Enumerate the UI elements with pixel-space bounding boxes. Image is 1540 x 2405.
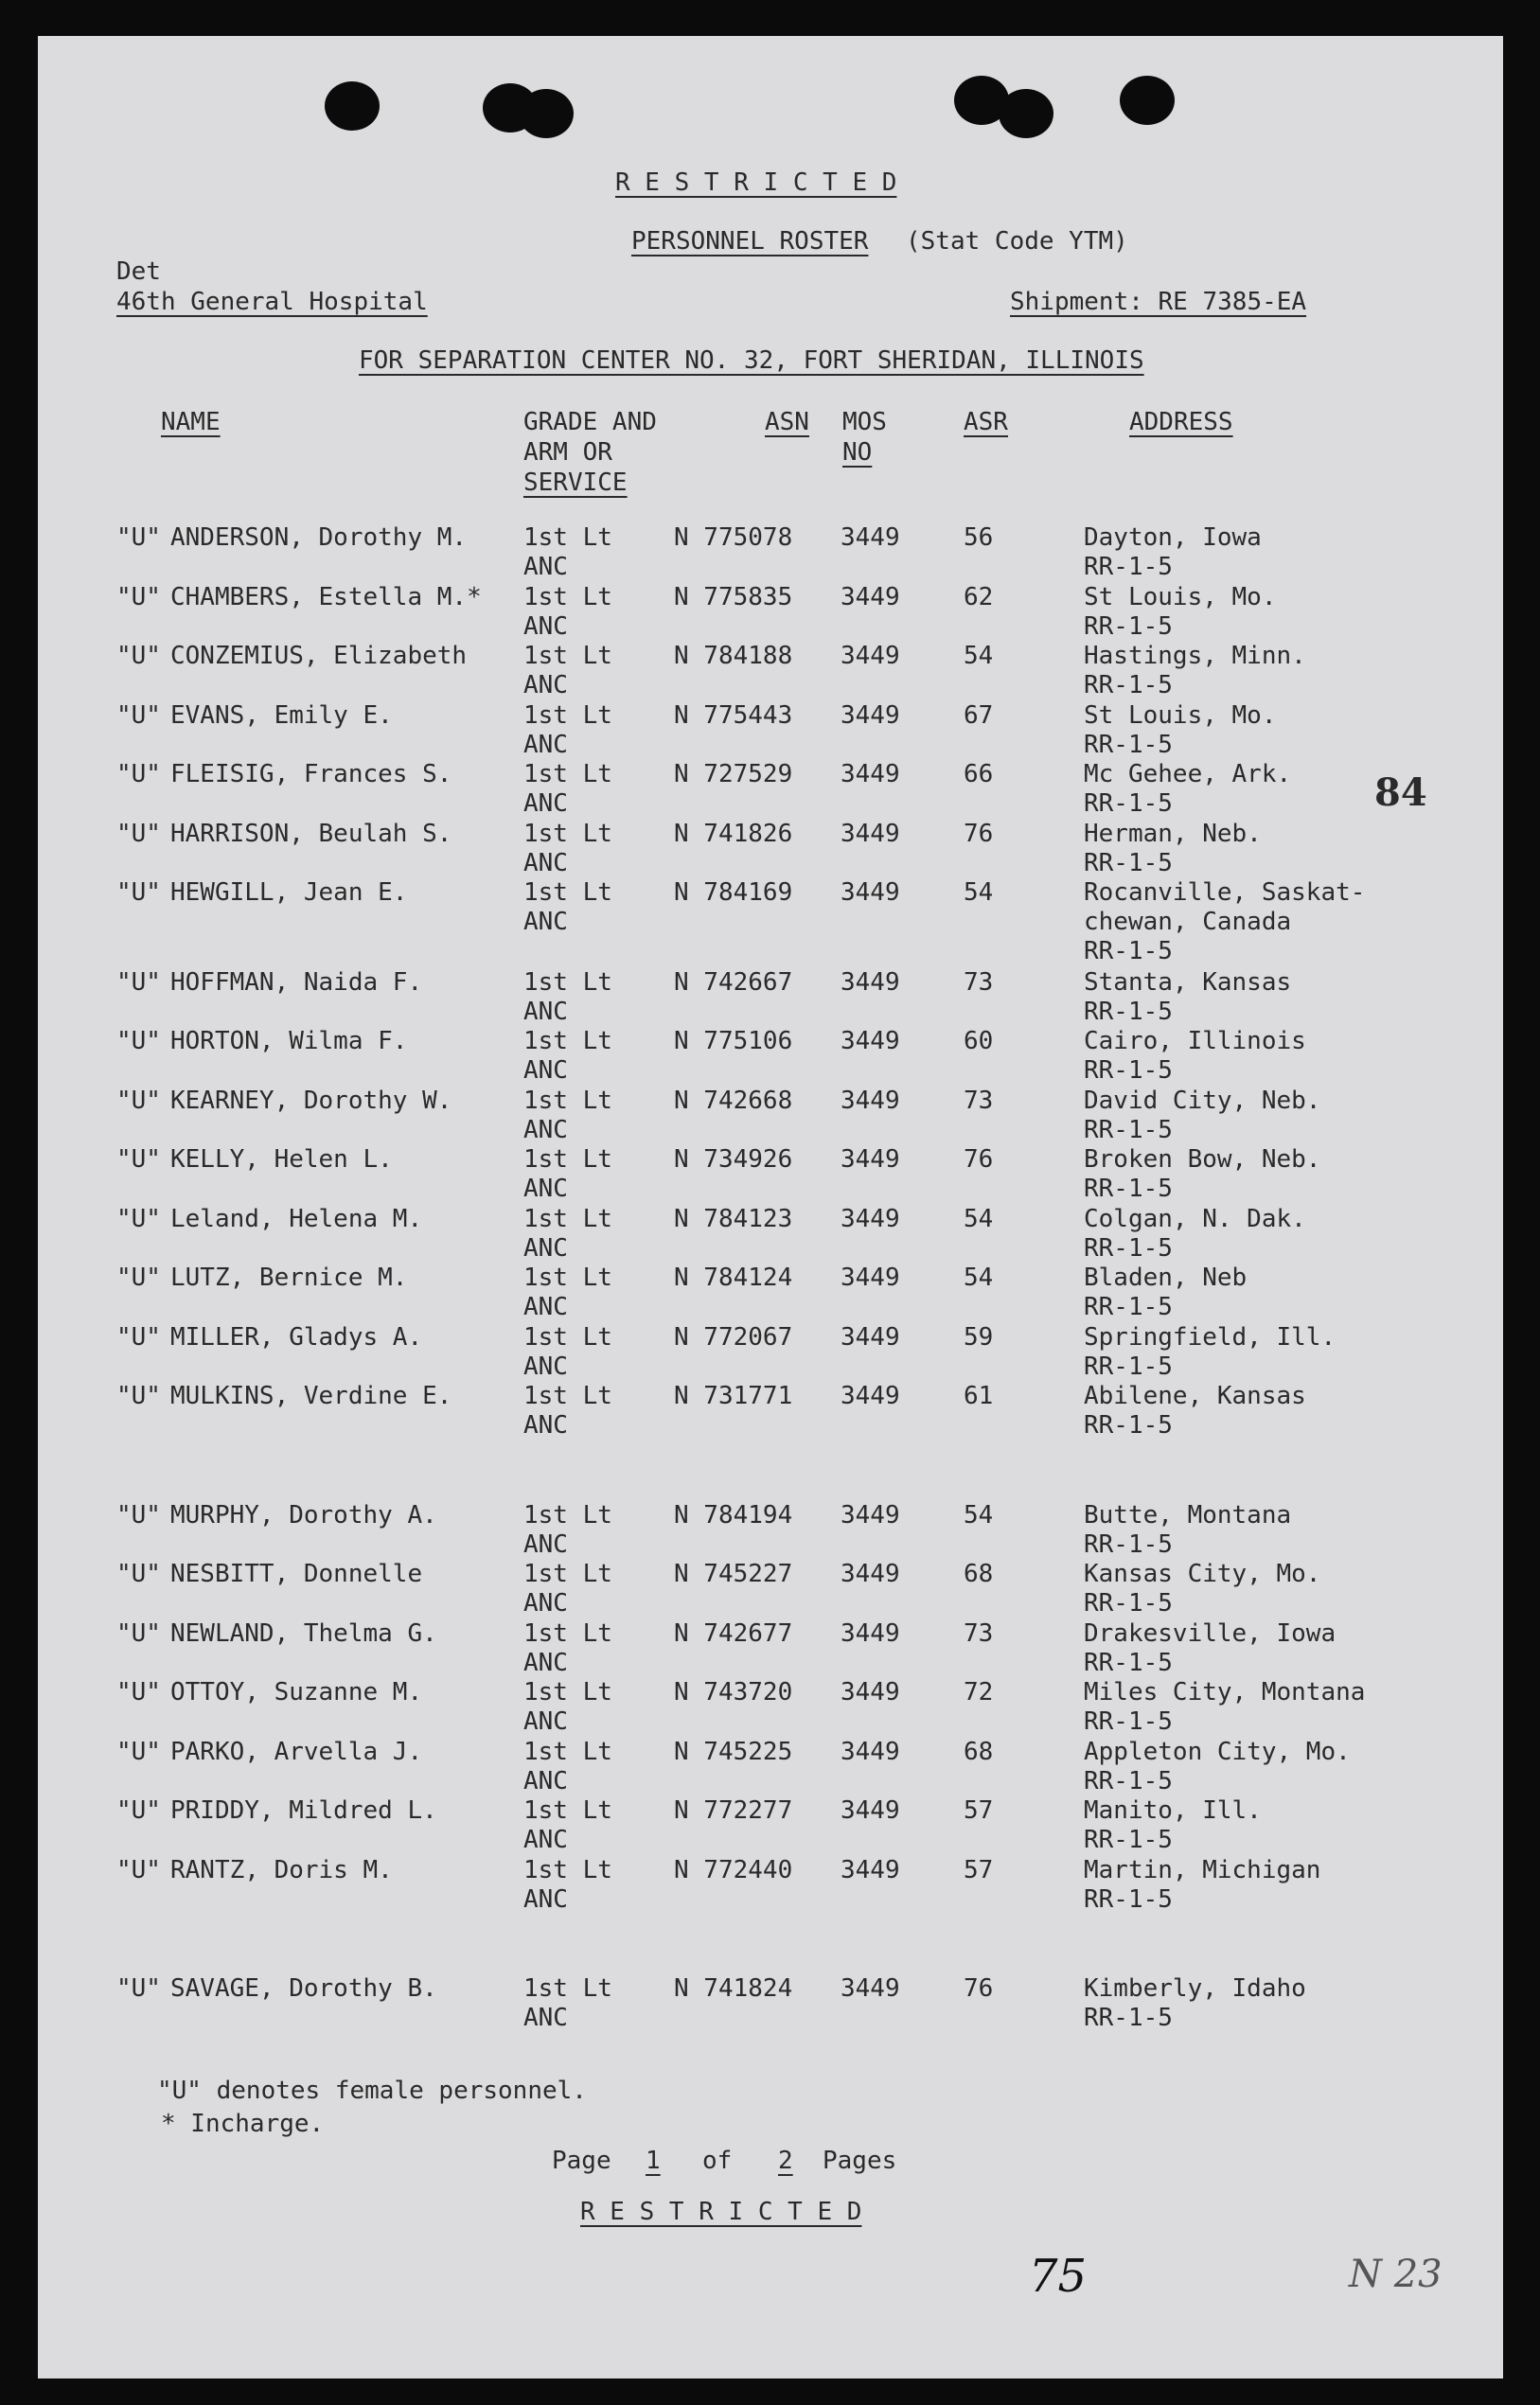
row-asr: 60 <box>964 1027 994 1055</box>
table-row <box>38 1858 1503 1915</box>
note-incharge: * Incharge. <box>161 2110 325 2138</box>
col-mos-1: MOS <box>842 408 887 436</box>
row-asr: 73 <box>964 1087 994 1115</box>
row-code: RR-1-5 <box>1084 1175 1173 1203</box>
table-row <box>38 703 1503 760</box>
punch-hole <box>325 81 380 131</box>
row-mos: 3449 <box>841 968 900 997</box>
row-asn: N 772440 <box>674 1856 793 1884</box>
row-prefix: "U" <box>116 1087 161 1115</box>
row-address: Broken Bow, Neb. <box>1084 1145 1321 1174</box>
row-address: Kansas City, Mo. <box>1084 1560 1321 1588</box>
row-grade: 1st Lt <box>523 1974 612 2003</box>
row-asn: N 784123 <box>674 1205 793 1233</box>
row-asr: 76 <box>964 1974 994 2003</box>
page-word: Page <box>552 2147 611 2175</box>
row-address: Herman, Neb. <box>1084 820 1262 848</box>
row-prefix: "U" <box>116 1560 161 1588</box>
row-arm: ANC <box>523 2004 568 2032</box>
row-prefix: "U" <box>116 1205 161 1233</box>
row-code: RR-1-5 <box>1084 1116 1173 1144</box>
row-arm: ANC <box>523 1885 568 1914</box>
row-code: RR-1-5 <box>1084 1293 1173 1321</box>
row-prefix: "U" <box>116 1619 161 1648</box>
row-asn: N 772067 <box>674 1323 793 1352</box>
col-address: ADDRESS <box>1129 408 1233 436</box>
row-name: LUTZ, Bernice M. <box>170 1264 408 1292</box>
row-prefix: "U" <box>116 1796 161 1825</box>
row-arm: ANC <box>523 1411 568 1440</box>
row-asn: N 745227 <box>674 1560 793 1588</box>
row-name: CONZEMIUS, Elizabeth <box>170 642 468 670</box>
row-prefix: "U" <box>116 968 161 997</box>
table-row <box>38 1088 1503 1145</box>
row-address: Kimberly, Idaho <box>1084 1974 1306 2003</box>
row-asr: 68 <box>964 1560 994 1588</box>
row-mos: 3449 <box>841 1382 900 1410</box>
row-asr: 66 <box>964 760 994 788</box>
row-arm: ANC <box>523 612 568 641</box>
row-prefix: "U" <box>116 1856 161 1884</box>
punch-hole <box>519 89 574 138</box>
row-arm: ANC <box>523 789 568 818</box>
row-arm: ANC <box>523 1293 568 1321</box>
table-row <box>38 1265 1503 1322</box>
row-asr: 68 <box>964 1738 994 1766</box>
row-name: FLEISIG, Frances S. <box>170 760 452 788</box>
row-asn: N 775078 <box>674 523 793 552</box>
row-name: RANTZ, Doris M. <box>170 1856 393 1884</box>
row-grade: 1st Lt <box>523 523 612 552</box>
row-grade: 1st Lt <box>523 1501 612 1530</box>
row-asn: N 741824 <box>674 1974 793 2003</box>
row-prefix: "U" <box>116 701 161 730</box>
row-mos: 3449 <box>841 1560 900 1588</box>
restricted-footer: R E S T R I C T E D <box>580 2198 862 2226</box>
row-asr: 54 <box>964 642 994 670</box>
row-prefix: "U" <box>116 642 161 670</box>
row-asn: N 734926 <box>674 1145 793 1174</box>
row-name: KEARNEY, Dorothy W. <box>170 1087 452 1115</box>
col-name: NAME <box>161 408 221 436</box>
table-row <box>38 822 1503 878</box>
row-prefix: "U" <box>116 1678 161 1706</box>
row-address: St Louis, Mo. <box>1084 583 1277 611</box>
row-arm: ANC <box>523 1056 568 1085</box>
row-asr: 57 <box>964 1856 994 1884</box>
row-arm: ANC <box>523 1707 568 1736</box>
row-code: RR-1-5 <box>1084 1530 1173 1559</box>
row-asn: N 775835 <box>674 583 793 611</box>
row-prefix: "U" <box>116 523 161 552</box>
col-asr: ASR <box>964 408 1008 436</box>
row-asn: N 775106 <box>674 1027 793 1055</box>
of-word: of <box>702 2147 733 2175</box>
table-row <box>38 1562 1503 1618</box>
row-asn: N 775443 <box>674 701 793 730</box>
table-row <box>38 1384 1503 1441</box>
row-grade: 1st Lt <box>523 1678 612 1706</box>
row-address: Martin, Michigan <box>1084 1856 1321 1884</box>
row-mos: 3449 <box>841 1678 900 1706</box>
row-code: RR-1-5 <box>1084 1353 1173 1381</box>
row-code: RR-1-5 <box>1084 671 1173 699</box>
margin-number: 84 <box>1374 770 1427 815</box>
row-mos: 3449 <box>841 523 900 552</box>
row-prefix: "U" <box>116 1027 161 1055</box>
row-mos: 3449 <box>841 1738 900 1766</box>
row-mos: 3449 <box>841 642 900 670</box>
row-asn: N 742677 <box>674 1619 793 1648</box>
row-grade: 1st Lt <box>523 820 612 848</box>
row-asr: 56 <box>964 523 994 552</box>
row-code: RR-1-5 <box>1084 789 1173 818</box>
row-grade: 1st Lt <box>523 701 612 730</box>
row-prefix: "U" <box>116 1974 161 2003</box>
row-grade: 1st Lt <box>523 760 612 788</box>
row-address: Miles City, Montana <box>1084 1678 1366 1706</box>
table-row <box>38 585 1503 642</box>
note-female: "U" denotes female personnel. <box>157 2077 587 2105</box>
row-grade: 1st Lt <box>523 878 612 907</box>
row-arm: ANC <box>523 1589 568 1618</box>
row-address: David City, Neb. <box>1084 1087 1321 1115</box>
row-prefix: "U" <box>116 760 161 788</box>
row-mos: 3449 <box>841 1205 900 1233</box>
row-code: RR-1-5 <box>1084 1767 1173 1795</box>
destination-line: FOR SEPARATION CENTER NO. 32, FORT SHERIDAN, ILLINOIS <box>359 346 1144 375</box>
row-mos: 3449 <box>841 1323 900 1352</box>
row-arm: ANC <box>523 553 568 581</box>
col-grade-1: GRADE AND <box>523 408 657 436</box>
row-grade: 1st Lt <box>523 1145 612 1174</box>
row-code: RR-1-5 <box>1084 1234 1173 1263</box>
row-address: Hastings, Minn. <box>1084 642 1306 670</box>
row-asr: 61 <box>964 1382 994 1410</box>
row-prefix: "U" <box>116 1738 161 1766</box>
row-grade: 1st Lt <box>523 1619 612 1648</box>
row-asn: N 741826 <box>674 820 793 848</box>
row-code: RR-1-5 <box>1084 553 1173 581</box>
page-total: 2 <box>778 2147 793 2175</box>
row-grade: 1st Lt <box>523 1323 612 1352</box>
row-grade: 1st Lt <box>523 1738 612 1766</box>
row-asr: 54 <box>964 1501 994 1530</box>
row-arm: ANC <box>523 1649 568 1677</box>
row-address: Colgan, N. Dak. <box>1084 1205 1306 1233</box>
row-code: RR-1-5 <box>1084 2004 1173 2032</box>
table-row <box>38 970 1503 1027</box>
row-mos: 3449 <box>841 1619 900 1648</box>
row-mos: 3449 <box>841 1501 900 1530</box>
row-name: OTTOY, Suzanne M. <box>170 1678 423 1706</box>
table-row <box>38 1325 1503 1382</box>
row-arm: ANC <box>523 998 568 1026</box>
shipment-number: Shipment: RE 7385-EA <box>1010 288 1307 316</box>
restricted-header: R E S T R I C T E D <box>615 168 897 197</box>
row-code: RR-1-5 <box>1084 1056 1173 1085</box>
row-address: Dayton, Iowa <box>1084 523 1262 552</box>
row-arm: ANC <box>523 1767 568 1795</box>
row-grade: 1st Lt <box>523 1560 612 1588</box>
row-asr: 76 <box>964 1145 994 1174</box>
row-grade: 1st Lt <box>523 1264 612 1292</box>
row-name: EVANS, Emily E. <box>170 701 393 730</box>
row-code: RR-1-5 <box>1084 998 1173 1026</box>
row-prefix: "U" <box>116 1145 161 1174</box>
row-address: Appleton City, Mo. <box>1084 1738 1351 1766</box>
row-grade: 1st Lt <box>523 1205 612 1233</box>
row-asr: 54 <box>964 878 994 907</box>
table-row <box>38 1029 1503 1086</box>
row-asr: 67 <box>964 701 994 730</box>
table-row <box>38 762 1503 819</box>
row-name: CHAMBERS, Estella M.* <box>170 583 482 611</box>
document-page <box>38 36 1503 2378</box>
table-row <box>38 1207 1503 1264</box>
table-row <box>38 1621 1503 1678</box>
pages-word: Pages <box>823 2147 897 2175</box>
row-address-line-2: chewan, Canada <box>1084 908 1292 936</box>
table-row <box>38 1503 1503 1560</box>
row-mos: 3449 <box>841 1796 900 1825</box>
row-arm: ANC <box>523 671 568 699</box>
row-mos: 3449 <box>841 701 900 730</box>
row-asn: N 743720 <box>674 1678 793 1706</box>
row-arm: ANC <box>523 1826 568 1854</box>
row-asr: 54 <box>964 1264 994 1292</box>
row-mos: 3449 <box>841 878 900 907</box>
row-grade: 1st Lt <box>523 642 612 670</box>
row-name: SAVAGE, Dorothy B. <box>170 1974 437 2003</box>
row-code: RR-1-5 <box>1084 1885 1173 1914</box>
punch-hole <box>1120 76 1175 125</box>
stat-code: (Stat Code YTM) <box>906 227 1128 256</box>
row-name: MURPHY, Dorothy A. <box>170 1501 437 1530</box>
table-row <box>38 878 1503 965</box>
row-asn: N 731771 <box>674 1382 793 1410</box>
table-row <box>38 1147 1503 1204</box>
row-grade: 1st Lt <box>523 1027 612 1055</box>
row-name: NEWLAND, Thelma G. <box>170 1619 437 1648</box>
row-asn: N 745225 <box>674 1738 793 1766</box>
row-code: RR-1-5 <box>1084 1649 1173 1677</box>
row-address: Rocanville, Saskat- <box>1084 878 1366 907</box>
row-name: ANDERSON, Dorothy M. <box>170 523 468 552</box>
row-arm: ANC <box>523 1175 568 1203</box>
row-asn: N 784124 <box>674 1264 793 1292</box>
row-code: RR-1-5 <box>1084 1411 1173 1440</box>
roster-title: PERSONNEL ROSTER <box>631 227 869 256</box>
row-code: RR-1-5 <box>1084 849 1173 877</box>
row-address: Drakesville, Iowa <box>1084 1619 1336 1648</box>
row-asn: N 784194 <box>674 1501 793 1530</box>
handwritten-number: 75 <box>1029 2250 1088 2303</box>
handwritten-initials: N 23 <box>1349 2253 1443 2296</box>
row-code: RR-1-5 <box>1084 1589 1173 1618</box>
page-number: 1 <box>646 2147 661 2175</box>
row-name: HORTON, Wilma F. <box>170 1027 408 1055</box>
row-name: HARRISON, Beulah S. <box>170 820 452 848</box>
col-asn: ASN <box>765 408 809 436</box>
row-asn: N 742667 <box>674 968 793 997</box>
row-arm: ANC <box>523 731 568 759</box>
row-asr: 54 <box>964 1205 994 1233</box>
row-name: KELLY, Helen L. <box>170 1145 393 1174</box>
row-grade: 1st Lt <box>523 1087 612 1115</box>
row-grade: 1st Lt <box>523 1856 612 1884</box>
row-asr: 59 <box>964 1323 994 1352</box>
row-asn: N 784169 <box>674 878 793 907</box>
row-address: Abilene, Kansas <box>1084 1382 1306 1410</box>
row-grade: 1st Lt <box>523 1382 612 1410</box>
row-prefix: "U" <box>116 583 161 611</box>
table-row <box>38 1740 1503 1796</box>
row-mos: 3449 <box>841 1145 900 1174</box>
row-address: Springfield, Ill. <box>1084 1323 1336 1352</box>
row-mos: 3449 <box>841 1974 900 2003</box>
row-mos: 3449 <box>841 1027 900 1055</box>
row-prefix: "U" <box>116 1501 161 1530</box>
row-arm: ANC <box>523 1234 568 1263</box>
table-row <box>38 1680 1503 1737</box>
row-prefix: "U" <box>116 1264 161 1292</box>
det-label: Det <box>116 257 161 286</box>
row-address: Bladen, Neb <box>1084 1264 1248 1292</box>
row-arm: ANC <box>523 908 568 936</box>
row-arm: ANC <box>523 1353 568 1381</box>
row-asn: N 727529 <box>674 760 793 788</box>
col-grade-3: SERVICE <box>523 469 628 497</box>
row-asr: 62 <box>964 583 994 611</box>
row-prefix: "U" <box>116 820 161 848</box>
row-name: MULKINS, Verdine E. <box>170 1382 452 1410</box>
row-address: Butte, Montana <box>1084 1501 1292 1530</box>
row-name: Leland, Helena M. <box>170 1205 423 1233</box>
col-grade-2: ARM OR <box>523 438 612 467</box>
row-mos: 3449 <box>841 820 900 848</box>
table-row <box>38 525 1503 582</box>
row-address: Manito, Ill. <box>1084 1796 1262 1825</box>
row-name: PRIDDY, Mildred L. <box>170 1796 437 1825</box>
row-prefix: "U" <box>116 878 161 907</box>
row-code: RR-1-5 <box>1084 1707 1173 1736</box>
table-row <box>38 1976 1503 2033</box>
row-asr: 57 <box>964 1796 994 1825</box>
row-name: NESBITT, Donnelle <box>170 1560 423 1588</box>
row-asn: N 742668 <box>674 1087 793 1115</box>
row-mos: 3449 <box>841 583 900 611</box>
row-grade: 1st Lt <box>523 968 612 997</box>
row-grade: 1st Lt <box>523 1796 612 1825</box>
row-address: Cairo, Illinois <box>1084 1027 1306 1055</box>
row-code: RR-1-5 <box>1084 731 1173 759</box>
row-name: MILLER, Gladys A. <box>170 1323 423 1352</box>
row-code: RR-1-5 <box>1084 937 1173 965</box>
row-address: Mc Gehee, Ark. <box>1084 760 1292 788</box>
row-mos: 3449 <box>841 1264 900 1292</box>
row-mos: 3449 <box>841 1087 900 1115</box>
row-prefix: "U" <box>116 1323 161 1352</box>
row-mos: 3449 <box>841 760 900 788</box>
unit-name: 46th General Hospital <box>116 288 428 316</box>
row-arm: ANC <box>523 1116 568 1144</box>
row-code: RR-1-5 <box>1084 1826 1173 1854</box>
col-mos-2: NO <box>842 438 873 467</box>
row-asn: N 772277 <box>674 1796 793 1825</box>
row-name: HEWGILL, Jean E. <box>170 878 408 907</box>
row-name: HOFFMAN, Naida F. <box>170 968 423 997</box>
row-mos: 3449 <box>841 1856 900 1884</box>
row-address: Stanta, Kansas <box>1084 968 1292 997</box>
row-asr: 72 <box>964 1678 994 1706</box>
punch-hole <box>999 89 1053 138</box>
row-arm: ANC <box>523 1530 568 1559</box>
row-asr: 73 <box>964 1619 994 1648</box>
table-row <box>38 1798 1503 1855</box>
row-asr: 76 <box>964 820 994 848</box>
row-address: St Louis, Mo. <box>1084 701 1277 730</box>
row-asr: 73 <box>964 968 994 997</box>
row-arm: ANC <box>523 849 568 877</box>
row-code: RR-1-5 <box>1084 612 1173 641</box>
row-grade: 1st Lt <box>523 583 612 611</box>
table-row <box>38 644 1503 700</box>
row-asn: N 784188 <box>674 642 793 670</box>
row-name: PARKO, Arvella J. <box>170 1738 423 1766</box>
row-prefix: "U" <box>116 1382 161 1410</box>
